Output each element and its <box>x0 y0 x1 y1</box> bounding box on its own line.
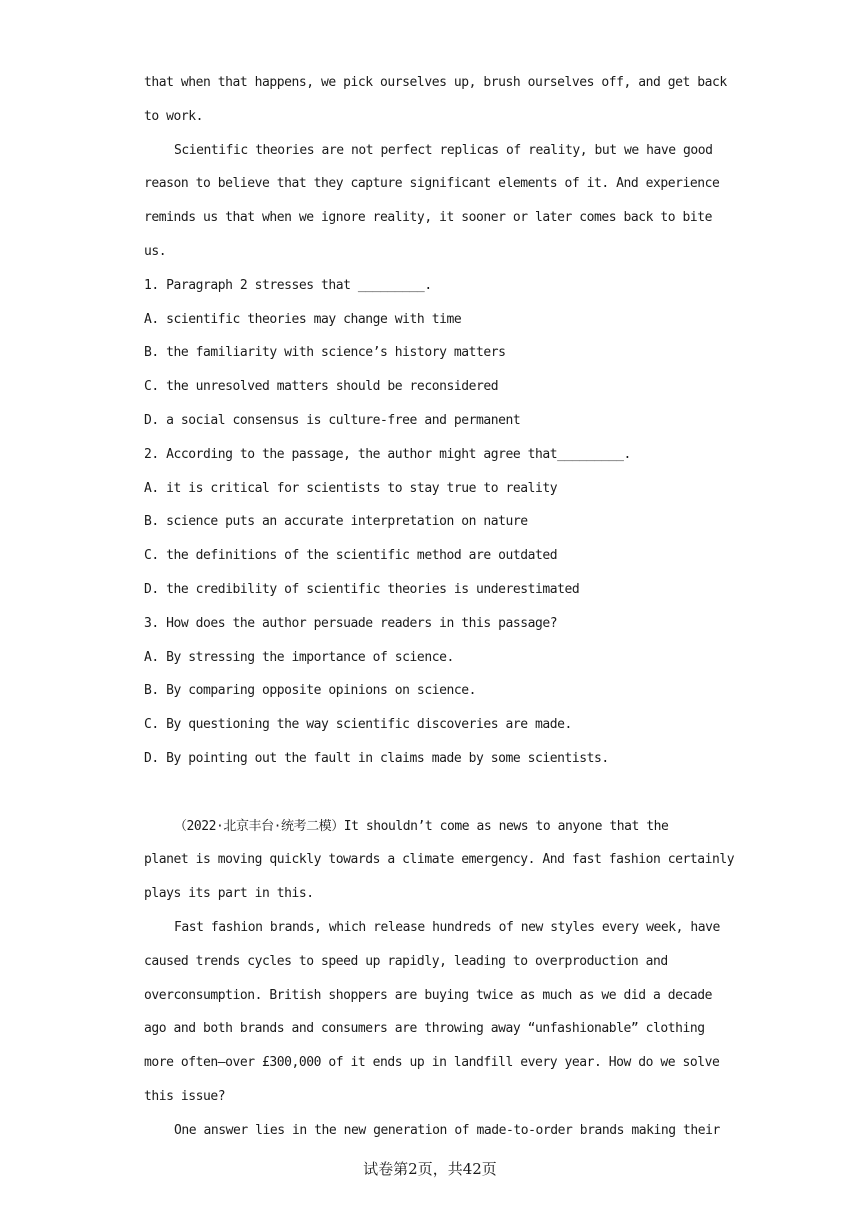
text-line: this issue? <box>144 1088 226 1104</box>
option-b: B. science puts an accurate interpretation on nature <box>144 514 528 530</box>
question-stem: 1. Paragraph 2 stresses that _________. <box>144 277 432 293</box>
option-c: C. By questioning the way scientific discoveries are made. <box>144 717 572 733</box>
page-content <box>144 66 735 1148</box>
passage-paragraph <box>144 66 727 134</box>
text-line: to work. <box>144 108 204 124</box>
new-passage-paragraph <box>144 810 735 911</box>
text-line: Fast fashion brands, which release hundreds of new styles every week, have <box>174 919 720 935</box>
text-line: overconsumption. British shoppers are buying twice as much as we did a decade <box>144 987 713 1003</box>
text-line: that when that happens, we pick ourselves up, brush ourselves off, and get back <box>144 75 727 90</box>
option-c: C. the definitions of the scientific method are outdated <box>144 548 558 564</box>
text-line: （2022·北京丰台·统考二模）It shouldn’t come as news to anyone that the <box>174 818 669 834</box>
text-line: more often—over £300,000 of it ends up in landfill every year. How do we solve <box>144 1055 720 1071</box>
text-line: reminds us that when we ignore reality, it sooner or later comes back to bite <box>144 210 713 226</box>
text-line: One answer lies in the new generation of made-to-order brands making their <box>174 1122 720 1138</box>
text-line: reason to believe that they capture significant elements of it. And experience <box>144 176 720 192</box>
text-line: ago and both brands and consumers are throwing away “unfashionable” clothing <box>144 1021 705 1037</box>
text-line: plays its part in this. <box>144 886 314 902</box>
option-a: A. scientific theories may change with time <box>144 311 462 327</box>
question-1 <box>144 269 716 438</box>
passage-paragraph <box>144 134 720 269</box>
question-stem: 2. According to the passage, the author might agree that_________. <box>144 446 631 462</box>
section-gap <box>144 776 716 810</box>
new-passage-paragraph <box>144 1114 720 1148</box>
text-line: planet is moving quickly towards a climate emergency. And fast fashion certainly <box>144 852 735 868</box>
option-a: A. By stressing the importance of science. <box>144 649 454 665</box>
option-b: B. By comparing opposite opinions on science. <box>144 683 476 699</box>
question-2 <box>144 438 716 607</box>
option-d: D. By pointing out the fault in claims made by some scientists. <box>144 750 609 766</box>
option-b: B. the familiarity with science’s history matters <box>144 345 506 361</box>
text-line: Scientific theories are not perfect replicas of reality, but we have good <box>174 142 713 158</box>
page-footer: 试卷第2页，共42页 <box>363 1160 497 1178</box>
text-line: us. <box>144 243 167 259</box>
text-line: caused trends cycles to speed up rapidly, leading to overproduction and <box>144 953 668 969</box>
option-a: A. it is critical for scientists to stay true to reality <box>144 480 558 496</box>
new-passage-paragraph <box>144 911 720 1114</box>
option-c: C. the unresolved matters should be reconsidered <box>144 379 499 395</box>
question-stem: 3. How does the author persuade readers in this passage? <box>144 615 558 631</box>
option-d: D. a social consensus is culture-free and permanent <box>144 412 521 428</box>
option-d: D. the credibility of scientific theories is underestimated <box>144 581 580 597</box>
question-3 <box>144 607 716 776</box>
